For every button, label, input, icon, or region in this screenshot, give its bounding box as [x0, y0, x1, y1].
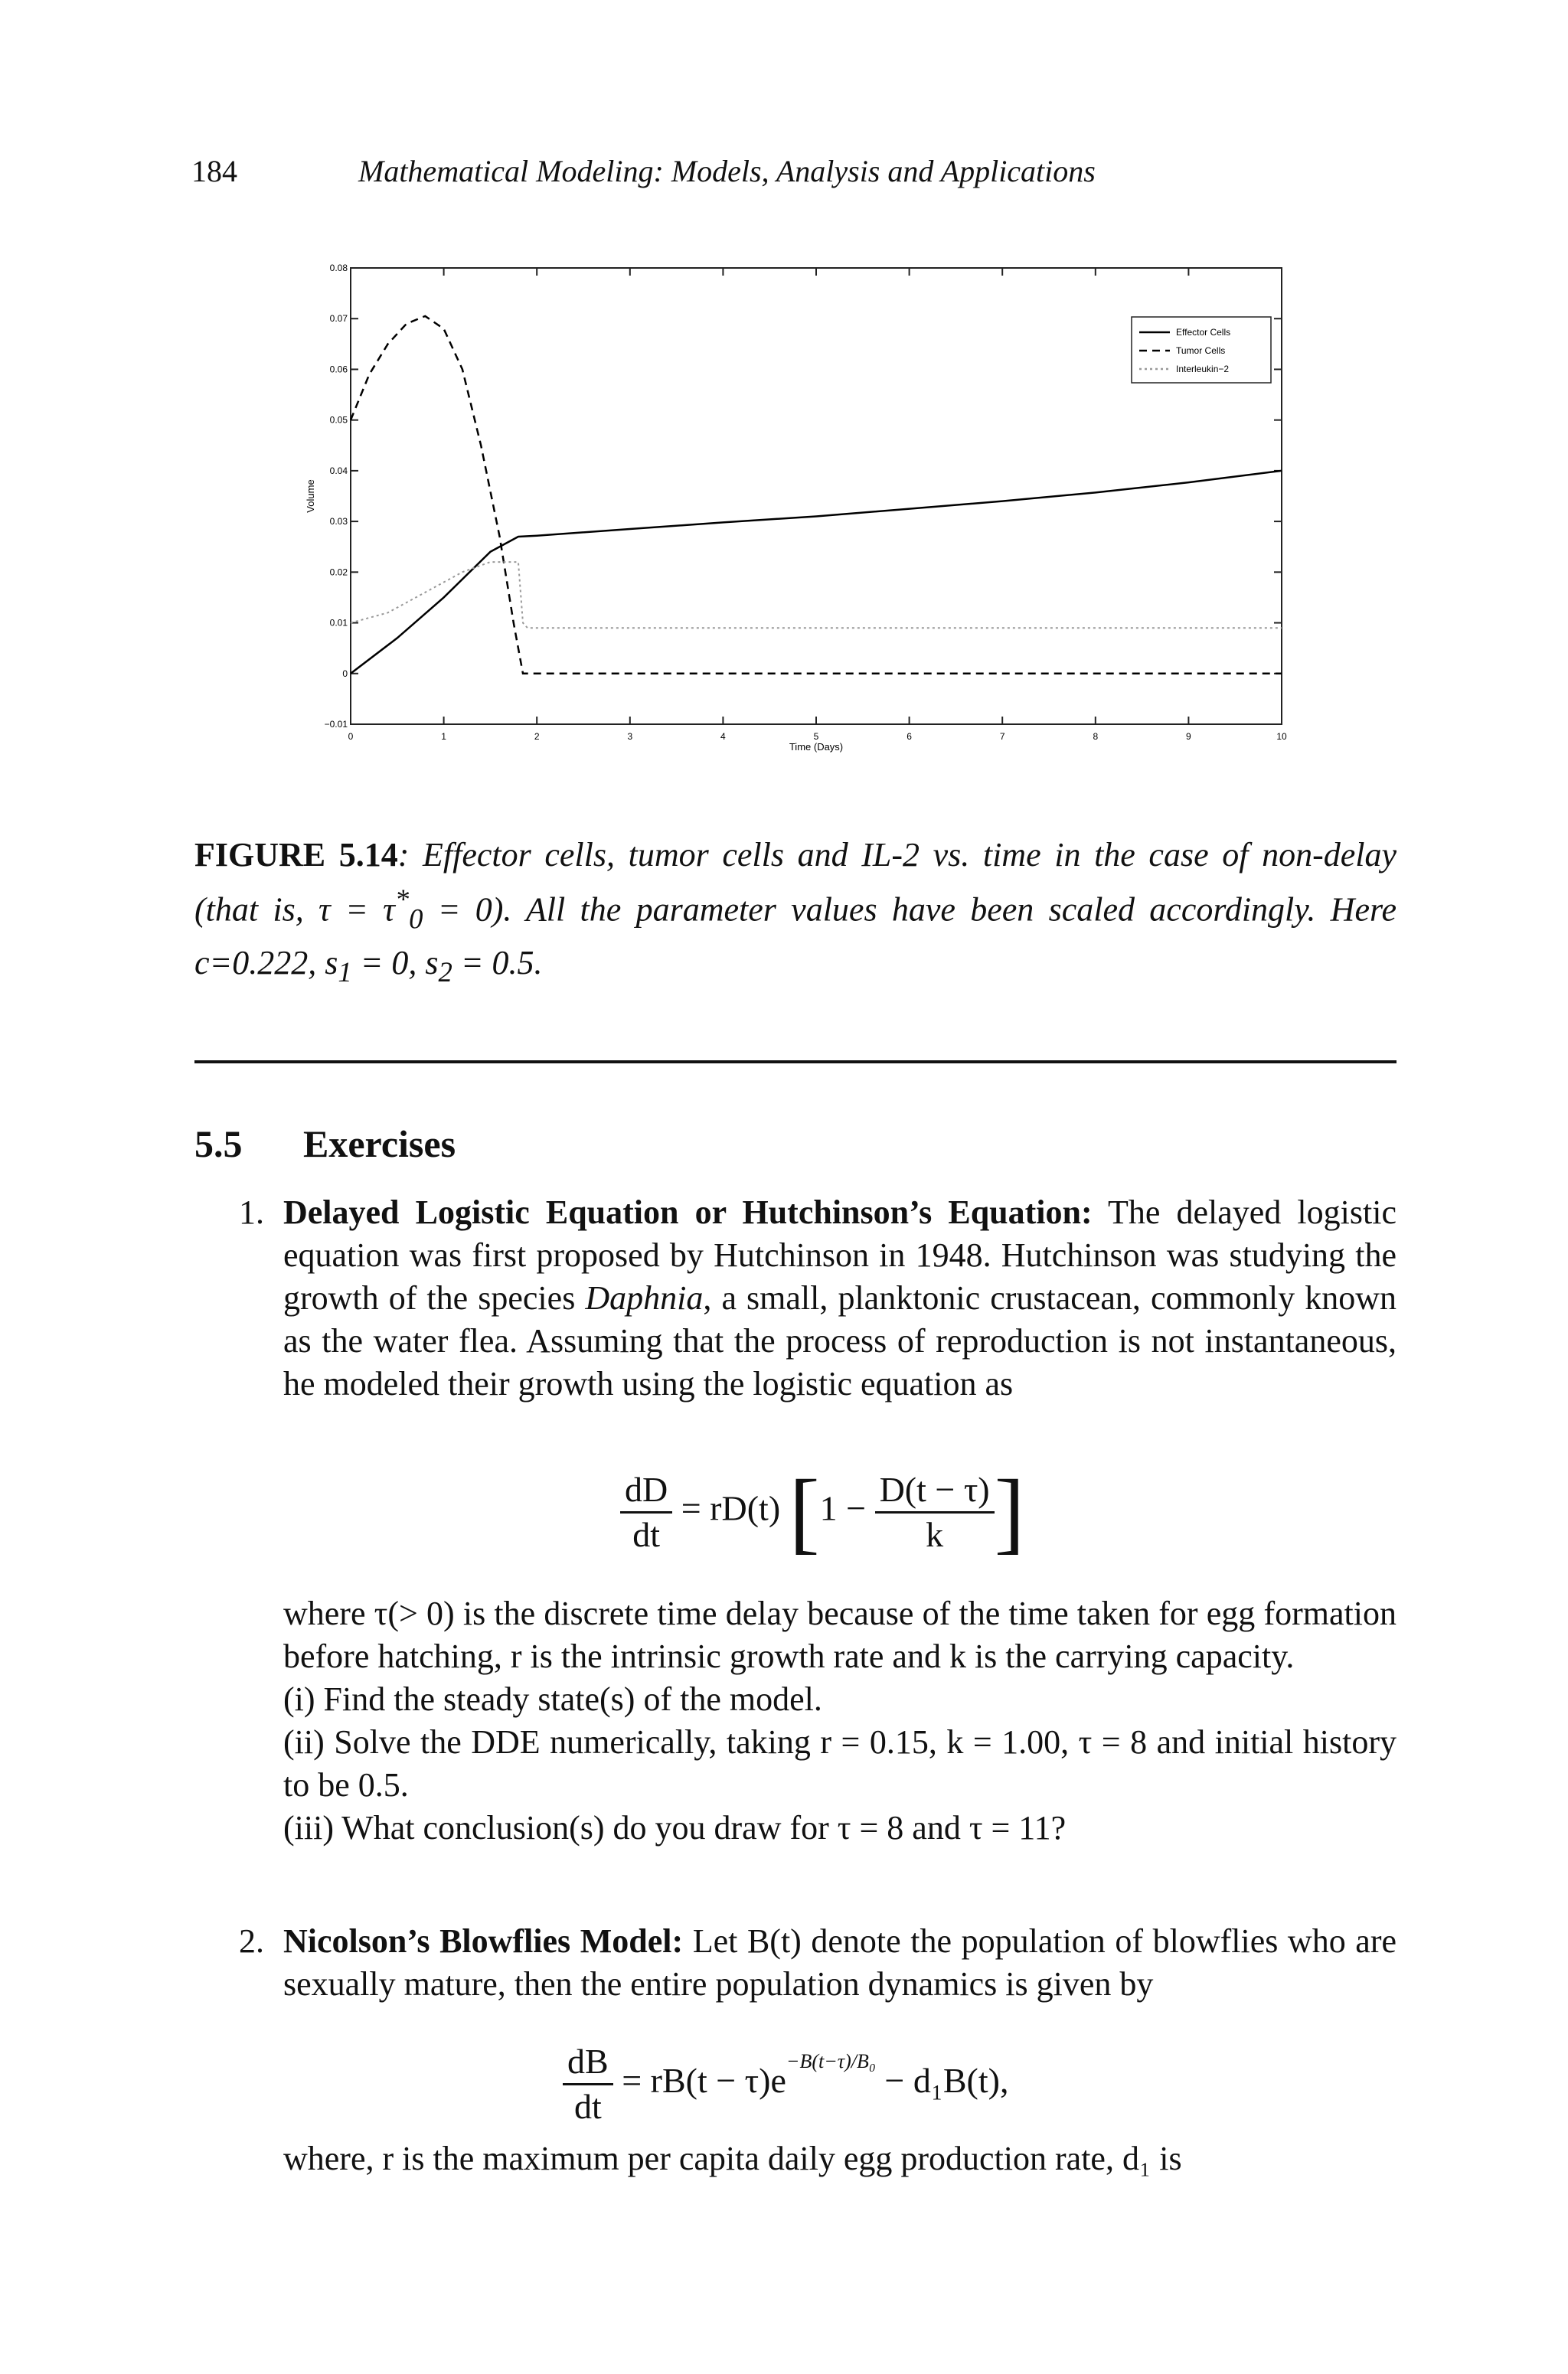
y-tick-label: 0.03	[329, 516, 348, 527]
legend-label: Tumor Cells	[1176, 345, 1226, 356]
x-tick-label: 0	[348, 731, 354, 742]
x-tick-label: 9	[1186, 731, 1191, 742]
x-tick-label: 3	[627, 731, 633, 742]
y-tick-label: 0	[342, 668, 348, 679]
page-number: 184	[191, 154, 237, 188]
y-tick-label: 0.04	[329, 465, 348, 476]
x-tick-label: 10	[1276, 731, 1287, 742]
section-heading: 5.5 Exercises	[194, 1122, 456, 1165]
exercise-1-title: Delayed Logistic Equation or Hutchinson’s Equation:	[283, 1194, 1093, 1231]
x-axis-label: Time (Days)	[789, 741, 844, 753]
hutchinson-equation: $\frac{dD}{dt}$ = rD(t) [1 − $\frac{D(t - \tau)}{k}$ ]	[620, 1466, 1025, 1558]
exercise-2-title: Nicolson’s Blowflies Model:	[283, 1922, 684, 1960]
figure-5-14-chart	[291, 253, 1302, 758]
running-title: Mathematical Modeling: Models, Analysis and Applications	[358, 154, 1096, 188]
y-tick-label: 0.08	[329, 263, 348, 273]
exercise-2: 2. Nicolson’s Blowflies Model: Let B(t) denote the population of blowflies who are sexually mature, then the entire population dynamics is given by	[239, 1922, 1396, 2003]
y-tick-label: 0.07	[329, 313, 348, 325]
figure-caption: FIGURE 5.14: Effector cells, tumor cells and IL-2 vs. time in the case of non-delay (that is, $\tau = \tau^*_0 = 0$). All the parameter values have been scaled accordingly. Here c=0.222, $s_1 = 0$, $s_2 = 0.5$.	[194, 836, 1397, 988]
y-tick-label: 0.01	[329, 617, 348, 629]
exercise-1-continued: where τ(> 0) is the discrete time delay because of the time taken for egg formation before hatching, r is the intrinsic growth rate and k is the carrying capacity. (i) Find the steady state(s) of the model. (ii) Solve the DDE numerically, taking r = 0.15, k = 1.00, τ = 8 and initial history to be 0.5. (iii) What conclusion(s) do you draw for τ = 8 and τ = 11?	[194, 1592, 1396, 1850]
y-tick-label: −0.01	[324, 719, 348, 730]
x-tick-label: 7	[999, 731, 1005, 742]
y-tick-label: 0.05	[329, 414, 348, 426]
x-tick-label: 5	[813, 731, 819, 742]
y-tick-label: 0.06	[329, 364, 348, 375]
x-tick-label: 2	[534, 731, 540, 742]
exercise-2-continued: where, r is the maximum per capita daily egg production rate, d₁ is	[283, 2140, 1182, 2177]
exercise-1-part-iii: (iii) What conclusion(s) do you draw for τ = 8 and τ = 11?	[283, 1809, 1067, 1847]
x-tick-label: 4	[720, 731, 726, 742]
section-divider	[194, 1060, 1396, 1063]
exercise-1-part-i: (i) Find the steady state(s) of the model.	[283, 1680, 822, 1718]
x-tick-label: 8	[1093, 731, 1099, 742]
blowflies-equation: $\frac{dB}{dt}$ = $rB(t - \tau)e^{-B(t-\tau)/B_0} - d_1B(t)$,	[563, 2040, 1008, 2128]
figure-label: FIGURE 5.14	[194, 836, 398, 874]
exercise-1-part-ii: (ii) Solve the DDE numerically, taking r = 0.15, k = 1.00, τ = 8 and initial history to be 0.5.	[283, 1723, 1396, 1804]
legend-label: Interleukin−2	[1176, 364, 1230, 374]
x-tick-label: 6	[906, 731, 912, 742]
y-axis-label: Volume	[305, 479, 316, 513]
x-tick-label: 1	[441, 731, 446, 742]
exercise-1: 1. Delayed Logistic Equation or Hutchinson’s Equation: The delayed logistic equation was first proposed by Hutchinson in 1948. Hutchinson was studying the growth of the species Daphnia, a small, planktonic crustacean, commonly known as the water flea. Assuming that the process of reproduction is not instantaneous, he modeled their growth using the logistic equation as	[239, 1194, 1396, 1403]
legend-label: Effector Cells	[1176, 327, 1231, 338]
y-tick-label: 0.02	[329, 567, 348, 578]
